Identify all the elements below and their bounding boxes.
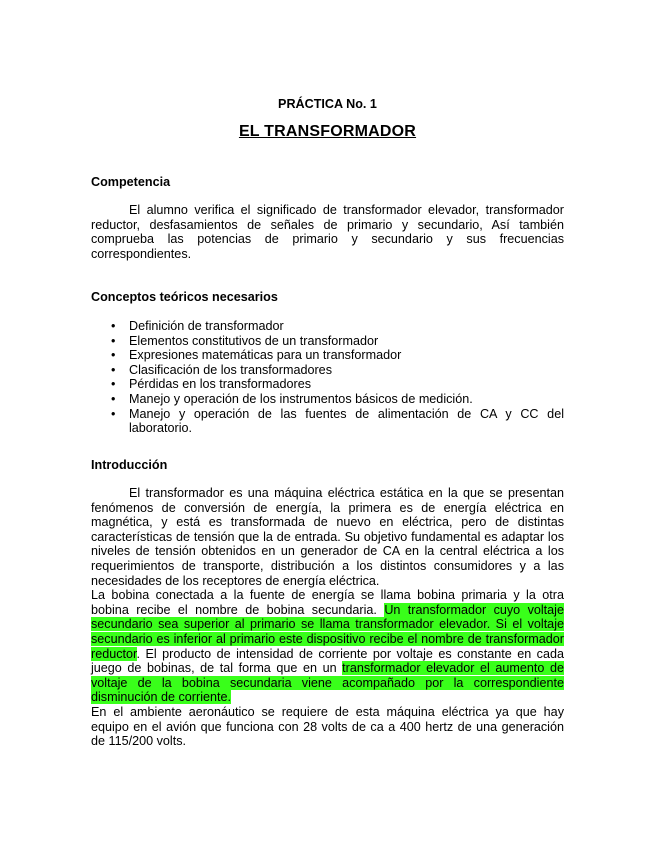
introduccion-paragraph-3: En el ambiente aeronáutico se requiere de esta máquina eléctrica ya que hay equipo en el avión que funciona con 28 volts de ca a 400 hertz de una generación de 115/200 volts.: [91, 704, 564, 749]
list-item: • Expresiones matemáticas para un transformador: [91, 348, 564, 363]
introduccion-paragraph-2: [91, 588, 564, 705]
introduccion-paragraph-1: El transformador es una máquina eléctrica estática en la que se presentan fenómenos de conversión de energía, la primera es de energía eléctrica en magnética, y está es transformada de nuevo en eléctrica, pero de distintas características de tensión que la de entrada. Su objetivo fundamental es adaptar los niveles de tensión obtenidos en un generador de CA en la central eléctrica a los requerimientos de transporte, distribución a los distintos consumidores y a las necesidades de los receptores de energía eléctrica.: [91, 486, 564, 588]
practice-number: PRÁCTICA No. 1: [278, 97, 377, 111]
paragraph-2-text-a: La bobina conectada a la fuente de energía se llama bobina primaria y la otra bobina recibe el nombre de bobina secundaria.: [91, 588, 564, 617]
competencia-heading: Competencia: [91, 175, 171, 189]
list-item: • Elementos constitutivos de un transformador: [91, 334, 564, 349]
highlighted-text-1: Un transformador cuyo voltaje secundario sea superior al primario se llama transformador elevador. Si el voltaje secundario es inferior al primario este dispositivo recibe el nombre de transformador reductor: [91, 602, 564, 661]
list-item: • Pérdidas en los transformadores: [91, 377, 564, 392]
introduccion-heading: Introducción: [91, 458, 168, 472]
introduccion-body: [91, 486, 564, 749]
competencia-text: El alumno verifica el significado de transformador elevador, transformador reductor, desfasamientos de señales de primario y secundario, Así también comprueba las potencias de primario y secundario y sus frecuencias correspondientes.: [91, 203, 564, 261]
list-item: • Manejo y operación de los instrumentos básicos de medición.: [91, 392, 564, 407]
list-item: • Clasificación de los transformadores: [91, 363, 564, 378]
list-item: • Manejo y operación de las fuentes de alimentación de CA y CC del laboratorio.: [91, 407, 564, 436]
document-title: EL TRANSFORMADOR: [238, 123, 417, 140]
list-item: • Definición de transformador: [91, 319, 564, 334]
conceptos-heading: Conceptos teóricos necesarios: [91, 290, 278, 304]
paragraph-2-text-b: . El producto de intensidad de corriente por voltaje es constante en cada juego de bobinas, de tal forma que en un: [91, 646, 564, 676]
conceptos-list: [91, 319, 564, 436]
highlighted-text-2: transformador elevador el aumento de voltaje de la bobina secundaria viene acompañado por la correspondiente disminución de corriente.: [91, 661, 564, 705]
